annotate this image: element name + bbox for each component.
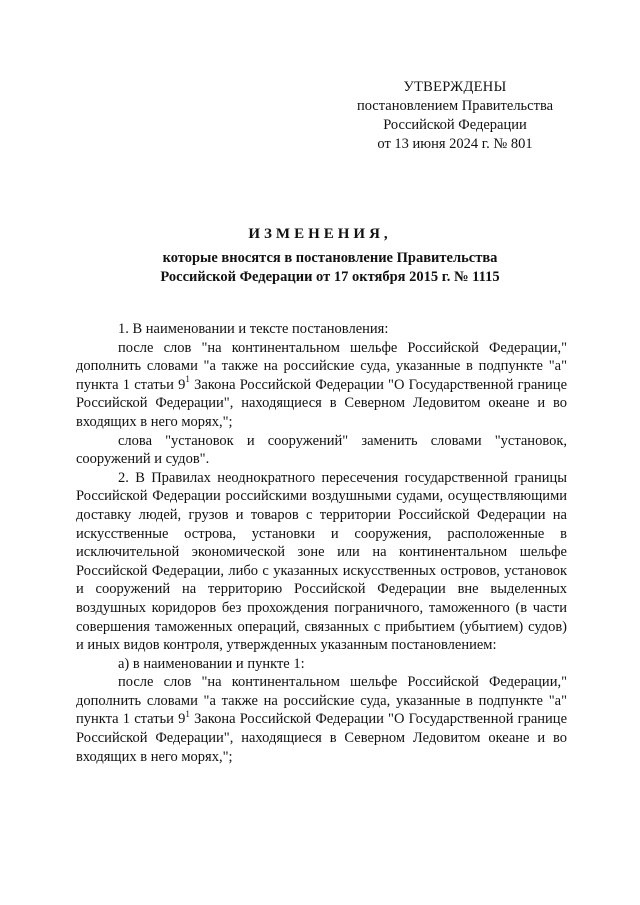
paragraph-6-text-a: после слов "на континентальном шельфе Российской Федерации," дополнить словами "а также на российские суда, указанные в подпункте "а" пункта 1 статьи 9 <box>76 674 567 728</box>
paragraph-2-text-a: после слов "на континентальном шельфе Российской Федерации," дополнить словами "а также на российские суда, указанные в подпункте "а" пункта 1 статьи 9 <box>76 339 567 393</box>
subtitle-line-1: которые вносятся в постановление Правительства <box>162 250 498 266</box>
approval-stamp <box>340 78 570 154</box>
paragraph-2 <box>76 339 567 432</box>
paragraph-4: 2. В Правилах неоднократного пересечения государственной границы Российской Федерации российскими воздушными судами, осуществляющими доставку людей, грузов и товаров с территории Российской Федерации на искусственные острова, установки и сооружения, расположенные в исключительной экономической зоне или на континентальном шельфе Российской Федерации, либо с указанных искусственных островов, установок и сооружений на территорию Российской Федерации вне выделенных воздушных коридоров без прохождения пограничного, таможенного (в части совершения таможенных операций, связанных с прибытием (убытием) судов) и иных видов контроля, утвержденных указанным постановлением: <box>76 469 567 654</box>
paragraph-2-text-b: Закона Российской Федерации "О Государственной границе Российской Федерации", находящиеся в Северном Ледовитом океане и во входящих в него морях,"; <box>76 376 568 430</box>
document-title: ИЗМЕНЕНИЯ, <box>248 226 392 242</box>
paragraph-5: а) в наименовании и пункте 1: <box>118 655 305 672</box>
paragraph-1: 1. В наименовании и тексте постановления: <box>118 321 389 337</box>
paragraph-6 <box>76 673 567 766</box>
subtitle-line-2: Российской Федерации от 17 октября 2015 г. № 1115 <box>160 269 500 285</box>
document-body <box>76 320 567 766</box>
approval-line-1: постановлением Правительства <box>356 98 554 114</box>
paragraph-6-text-b: Закона Российской Федерации "О Государственной границе Российской Федерации", находящиеся в Северном Ледовитом океане и во входящих в него морях,"; <box>76 711 568 765</box>
paragraph-3: слова "установок и сооружений" заменить словами "установок, сооружений и судов". <box>76 432 567 468</box>
approval-line-3: от 13 июня 2024 г. № 801 <box>377 136 533 152</box>
document-subtitle <box>80 249 580 287</box>
paragraph-6-superscript: 1 <box>185 708 190 719</box>
paragraph-2-superscript: 1 <box>185 373 190 384</box>
approval-line-2: Российской Федерации <box>383 117 527 133</box>
approval-heading: УТВЕРЖДЕНЫ <box>403 79 507 95</box>
